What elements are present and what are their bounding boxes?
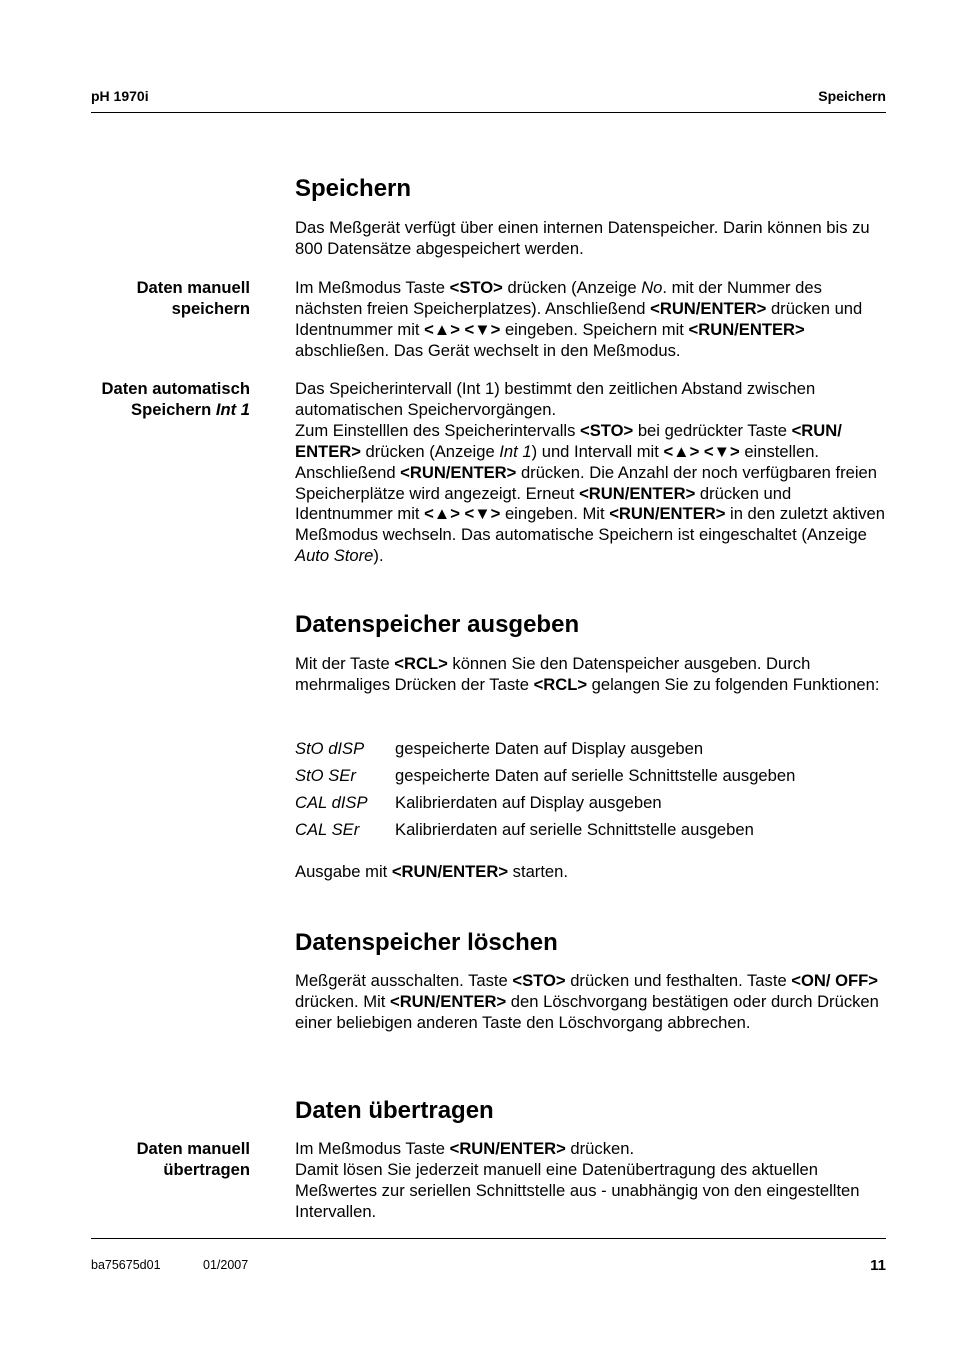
header-product: pH 1970i bbox=[91, 88, 149, 104]
header-rule bbox=[91, 112, 886, 113]
ausgeben-intro: Mit der Taste <RCL> können Sie den Datenspeicher ausgeben. Durch mehrmaliges Drücken der Taste <RCL> gelangen Sie zu folgenden Funktionen: bbox=[295, 654, 880, 694]
section-title-uebertragen: Daten übertragen bbox=[295, 1097, 494, 1124]
function-key: CAL SEr bbox=[295, 820, 360, 839]
speichern-automatisch-text: Das Speicherintervall (Int 1) bestimmt den zeitlichen Abstand zwischen automatischen Speichervorgängen. Zum Einstelllen des Speicherintervalls <STO> bei gedrückter Taste <RUN/ ENTER> drücken (Anzeige Int 1) und Intervall mit <▲> <▼> einstellen. Anschließend <RUN/ENTER> drücken. Die Anzahl der noch verfügbaren freien Speicherplätze wird angezeigt. Erneut <RUN/ENTER> drücken und Identnummer mit <▲> <▼> eingeben. Mit <RUN/ENTER> in den zuletzt aktiven Meßmodus wechseln. Das automatische Speichern ist eingeschaltet (Anzeige Auto Store). bbox=[295, 379, 885, 566]
function-desc: gespeicherte Daten auf serielle Schnittstelle ausgeben bbox=[395, 766, 796, 785]
side-label-automatisch-speichern: Daten automatisch Speichern Int 1 bbox=[101, 379, 250, 419]
footer-date: 01/2007 bbox=[203, 1258, 249, 1272]
side-label-manuell-speichern: Daten manuell speichern bbox=[136, 278, 250, 318]
function-key: StO dISP bbox=[295, 739, 365, 758]
ausgeben-start: Ausgabe mit <RUN/ENTER> starten. bbox=[295, 862, 568, 881]
speichern-manuell-text: Im Meßmodus Taste <STO> drücken (Anzeige No. mit der Nummer des nächsten freien Speicherplatzes). Anschließend <RUN/ENTER> drücken und Identnummer mit <▲> <▼> eingeben. Speichern mit <RUN/ENTER> abschließen. Das Gerät wechselt in den Meßmodus. bbox=[295, 278, 863, 360]
section-title-speichern: Speichern bbox=[295, 175, 412, 202]
speichern-intro: Das Meßgerät verfügt über einen internen Datenspeicher. Darin können bis zu 800 Datensätze abgespeichert werden. bbox=[295, 218, 870, 258]
header-section: Speichern bbox=[818, 88, 886, 104]
function-desc: Kalibrierdaten auf serielle Schnittstelle ausgeben bbox=[395, 820, 754, 839]
function-desc: gespeicherte Daten auf Display ausgeben bbox=[395, 739, 704, 758]
section-title-ausgeben: Datenspeicher ausgeben bbox=[295, 611, 580, 638]
function-key: StO SEr bbox=[295, 766, 356, 785]
side-label-manuell-uebertragen: Daten manuell übertragen bbox=[136, 1139, 250, 1179]
page-number: 11 bbox=[870, 1257, 886, 1274]
function-desc: Kalibrierdaten auf Display ausgeben bbox=[395, 793, 662, 812]
uebertragen-text: Im Meßmodus Taste <RUN/ENTER> drücken. Damit lösen Sie jederzeit manuell eine Datenübertragung des aktuellen Meßwertes zur seriellen Schnittstelle aus - unabhängig von den eingestellten Intervallen. bbox=[295, 1139, 860, 1221]
loeschen-text: Meßgerät ausschalten. Taste <STO> drücken und festhalten. Taste <ON/ OFF> drücken. Mit <RUN/ENTER> den Löschvorgang bestätigen oder durch Drücken einer beliebigen anderen Taste den Löschvorgang abbrechen. bbox=[295, 971, 879, 1032]
footer-doc-id: ba75675d01 bbox=[91, 1258, 161, 1272]
section-title-loeschen: Datenspeicher löschen bbox=[295, 929, 558, 956]
footer-rule bbox=[91, 1238, 886, 1239]
function-key: CAL dISP bbox=[295, 793, 368, 812]
